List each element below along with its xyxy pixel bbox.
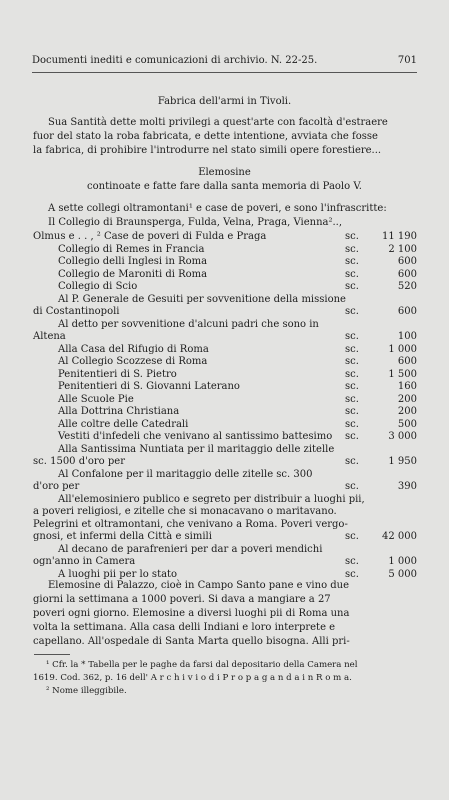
- footnote-rule: [34, 654, 70, 655]
- entry-amount: 500: [397, 418, 417, 430]
- entry-unit: sc.: [345, 431, 359, 442]
- entry-amount: 390: [397, 481, 417, 492]
- entry-unit: sc.: [345, 393, 359, 405]
- entry-amount: 600: [397, 256, 417, 267]
- paragraph-line: Elemosine di Palazzo, cioè in Campo Santo pane e vino due: [48, 580, 350, 591]
- entry-amount: 11 190: [382, 231, 417, 242]
- entry-amount: 520: [397, 281, 417, 292]
- entry-amount: 200: [397, 393, 417, 405]
- entry-text: All'elemosiniero publico e segreto per distribuir a luoghi pii,: [58, 493, 365, 505]
- section-subtitle: continoate e fatte fare dalla santa memoria di Paolo V.: [87, 181, 362, 192]
- entry-amount: 1 950: [388, 456, 417, 467]
- entry-amount: 100: [397, 331, 417, 342]
- entry-text: di Costantinopoli: [33, 306, 120, 317]
- section-title-fabrica: Fabrica dell'armi in Tivoli.: [157, 96, 292, 107]
- entry-unit: sc.: [345, 406, 359, 417]
- entry-unit: sc.: [345, 243, 359, 255]
- entry-text: Alla Dottrina Christiana: [58, 406, 180, 417]
- entry-text: ogn'anno in Camera: [33, 556, 136, 567]
- entry-unit: sc.: [345, 268, 359, 280]
- entry-text: Penitentieri di S. Pietro: [58, 368, 177, 380]
- entry-text: Al Confalone per il maritaggio delle zitelle sc. 300: [58, 468, 313, 480]
- entry-unit: sc.: [345, 381, 359, 392]
- paragraph-line: la fabrica, di prohibire l'introdurre nel stato simili opere forestiere...: [33, 145, 382, 156]
- entry-text: d'oro per: [33, 481, 80, 492]
- entry-text: Collegio de Maroniti di Roma: [58, 268, 208, 280]
- entry-unit: sc.: [345, 281, 359, 292]
- entry-amount: 600: [397, 356, 417, 367]
- paragraph-line: poveri ogni giorno. Elemosine a diversi luoghi pii di Roma una: [33, 608, 350, 619]
- paragraph-line: volta la settimana. Alla casa delli Indiani e loro interprete e: [33, 622, 336, 633]
- entry-unit: sc.: [345, 306, 359, 317]
- entry-text: gnosi, et infermi della Città e simili: [33, 531, 212, 542]
- entry-text: Collegio delli Inglesi in Roma: [58, 256, 208, 267]
- entry-unit: sc.: [345, 256, 359, 267]
- entry-amount: 5 000: [388, 568, 417, 580]
- footnote: ² Nome illeggibile.: [46, 686, 127, 696]
- entry-text: Al detto per sovvenitione d'alcuni padri che sono in: [58, 318, 319, 330]
- entry-amount: 42 000: [382, 531, 417, 542]
- entry-text: Collegio di Remes in Francia: [58, 243, 205, 255]
- entry-text: Al decano de parafrenieri per dar a poveri mendichi: [58, 543, 323, 555]
- entry-text: Penitentieri di S. Giovanni Laterano: [58, 381, 240, 392]
- entry-text: Vestiti d'infedeli che venivano al santissimo battesimo: [58, 431, 333, 442]
- entry-text: Pelegrini et oltramontani, che venivano a Roma. Poveri vergo-: [33, 518, 348, 530]
- entry-amount: 2 100: [388, 243, 417, 255]
- entry-amount: 600: [397, 268, 417, 280]
- header-rule: [32, 72, 417, 73]
- section-title-elemosine: Elemosine: [198, 167, 251, 178]
- paragraph-line: capellano. All'ospedale di Santa Marta quello bisogna. Alli pri-: [33, 636, 350, 647]
- entry-text: Al Collegio Scozzese di Roma: [58, 356, 208, 367]
- entry-unit: sc.: [345, 418, 359, 430]
- entry-unit: sc.: [345, 231, 359, 242]
- paragraph-line: Sua Santità dette molti privilegi a quest'arte con facoltà d'estraere: [48, 117, 388, 128]
- intro-line: Il Collegio di Braunsperga, Fulda, Velna, Praga, Vienna²..,: [48, 217, 343, 228]
- entry-text: a poveri religiosi, e zitelle che si monacavano o maritavano.: [33, 506, 337, 517]
- entry-unit: sc.: [345, 356, 359, 367]
- running-header: [32, 55, 417, 69]
- entry-amount: 1 000: [388, 343, 417, 355]
- footnote: 1619. Cod. 362, p. 16 dell' A r c h i v i o d i P r o p a g a n d a i n R o m a.: [33, 673, 352, 683]
- entry-amount: 3 000: [388, 431, 417, 442]
- entry-text: Olmus e . . , ² Case de poveri di Fulda e Praga: [33, 231, 267, 242]
- entry-amount: 1 500: [388, 368, 417, 380]
- entry-text: sc. 1500 d'oro per: [33, 456, 125, 467]
- entry-unit: sc.: [345, 481, 359, 492]
- entry-text: A luoghi pii per lo stato: [58, 568, 178, 580]
- running-title: Documenti inediti e comunicazioni di archivio. N. 22-25.: [32, 55, 318, 66]
- entry-unit: sc.: [345, 556, 359, 567]
- entry-unit: sc.: [345, 456, 359, 467]
- entry-text: Collegio di Scio: [58, 281, 138, 292]
- entry-amount: 600: [397, 306, 417, 317]
- entry-unit: sc.: [345, 331, 359, 342]
- entry-amount: 200: [397, 406, 417, 417]
- entry-unit: sc.: [345, 568, 359, 580]
- entry-unit: sc.: [345, 531, 359, 542]
- paragraph-line: giorni la settimana a 1000 poveri. Si dava a mangiare a 27: [33, 594, 331, 605]
- entry-unit: sc.: [345, 343, 359, 355]
- page-number: 701: [397, 55, 417, 66]
- entry-text: Alla Casa del Rifugio di Roma: [58, 343, 209, 355]
- intro-line: A sette collegi oltramontani¹ e case de poveri, e sono l'infrascritte:: [48, 203, 387, 214]
- entry-text: Alla Santissima Nuntiata per il maritaggio delle zitelle: [58, 443, 335, 455]
- entry-text: Altena: [33, 331, 66, 342]
- entry-text: Alle Scuole Pie: [58, 393, 134, 405]
- entry-amount: 160: [397, 381, 417, 392]
- entry-text: Alle coltre delle Catedrali: [58, 418, 189, 430]
- paragraph-line: fuor del stato la roba fabricata, e dette intentione, avviata che fosse: [33, 131, 378, 142]
- entry-amount: 1 000: [388, 556, 417, 567]
- entry-unit: sc.: [345, 368, 359, 380]
- footnote: ¹ Cfr. la * Tabella per le paghe da farsi dal depositario della Camera nel: [46, 660, 358, 670]
- entry-text: Al P. Generale de Gesuiti per sovvenitione della missione: [58, 293, 346, 305]
